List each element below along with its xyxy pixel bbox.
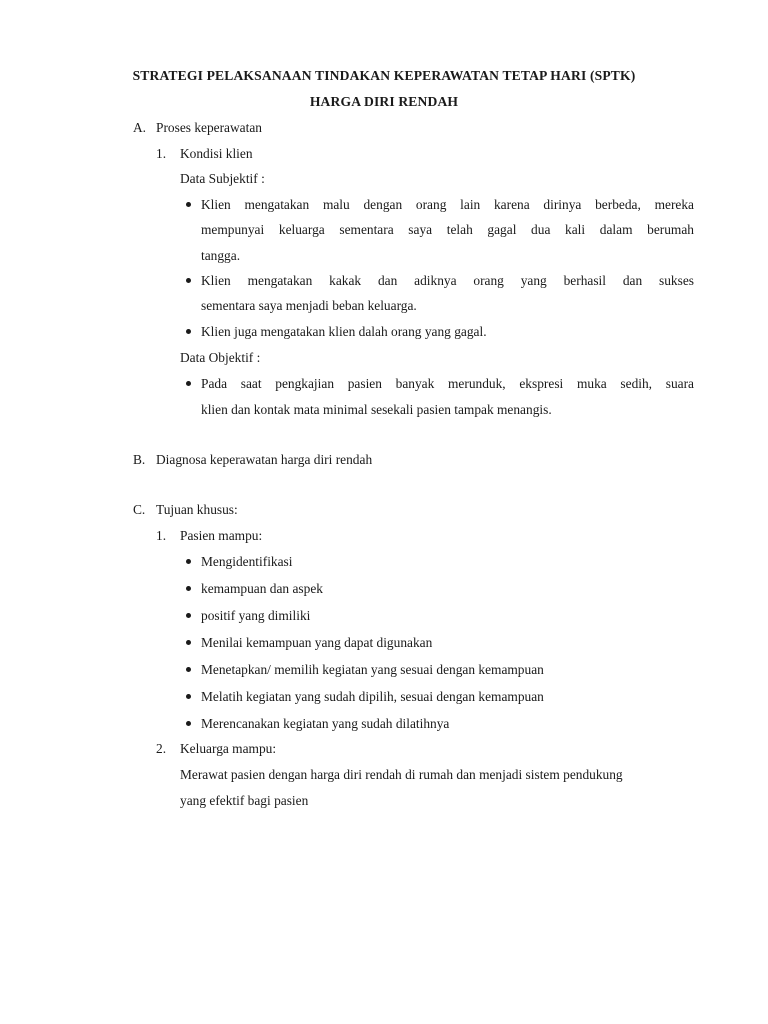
section-a-item1-heading: Kondisi klien [180, 146, 253, 161]
section-c-item2-heading: Keluarga mampu: [180, 741, 277, 756]
subjective-data-label: Data Subjektif : [180, 171, 265, 186]
section-c-marker: C. [133, 502, 146, 517]
document-subtitle: HARGA DIRI RENDAH [309, 94, 459, 109]
section-c-item1-heading: Pasien mampu: [180, 528, 263, 543]
bullet-icon [186, 721, 191, 726]
subjective-item-2-line-1: Klien mengatakan kakak dan adiknya orang yang berhasil dan sukses [201, 273, 694, 288]
section-c-heading: Tujuan khusus: [156, 502, 238, 517]
subjective-item-1-line-2: mempunyai keluarga sementara saya telah gagal dua kali dalam berumah [201, 222, 694, 237]
patient-goal-4: Menilai kemampuan yang dapat digunakan [201, 635, 433, 650]
section-a-heading: Proses keperawatan [156, 120, 262, 135]
bullet-icon [186, 586, 191, 591]
section-c-item1-marker: 1. [156, 528, 167, 543]
bullet-icon [186, 329, 191, 334]
section-b-heading: Diagnosa keperawatan harga diri rendah [156, 452, 373, 467]
section-c-item2-marker: 2. [156, 741, 167, 756]
patient-goal-1: Mengidentifikasi [201, 554, 293, 569]
subjective-item-2-line-2: sementara saya menjadi beban keluarga. [201, 298, 417, 313]
patient-goal-6: Melatih kegiatan yang sudah dipilih, sesuai dengan kemampuan [201, 689, 544, 704]
bullet-icon [186, 381, 191, 386]
bullet-icon [186, 667, 191, 672]
patient-goal-3: positif yang dimiliki [201, 608, 311, 623]
objective-item-1-line-2: klien dan kontak mata minimal sesekali pasien tampak menangis. [201, 402, 552, 417]
bullet-icon [186, 640, 191, 645]
bullet-icon [186, 202, 191, 207]
patient-goal-5: Menetapkan/ memilih kegiatan yang sesuai dengan kemampuan [201, 662, 544, 677]
subjective-item-1-line-3: tangga. [201, 248, 241, 263]
section-a-marker: A. [133, 120, 147, 135]
subjective-item-1-line-1: Klien mengatakan malu dengan orang lain karena dirinya berbeda, mereka [201, 197, 694, 212]
bullet-icon [186, 694, 191, 699]
subjective-item-3-line-1: Klien juga mengatakan klien dalah orang yang gagal. [201, 324, 487, 339]
bullet-icon [186, 278, 191, 283]
bullet-icon [186, 559, 191, 564]
family-goal-line-2: yang efektif bagi pasien [180, 793, 309, 808]
section-b-marker: B. [133, 452, 146, 467]
bullet-icon [186, 613, 191, 618]
section-a-item1-marker: 1. [156, 146, 167, 161]
objective-item-1-line-1: Pada saat pengkajian pasien banyak merunduk, ekspresi muka sedih, suara [201, 376, 694, 391]
objective-data-label: Data Objektif : [180, 350, 261, 365]
patient-goal-2: kemampuan dan aspek [201, 581, 323, 596]
document-title: STRATEGI PELAKSANAAN TINDAKAN KEPERAWATAN TETAP HARI (SPTK) [132, 68, 636, 83]
family-goal-line-1: Merawat pasien dengan harga diri rendah di rumah dan menjadi sistem pendukung [180, 767, 623, 782]
patient-goal-7: Merencanakan kegiatan yang sudah dilatihnya [201, 716, 450, 731]
